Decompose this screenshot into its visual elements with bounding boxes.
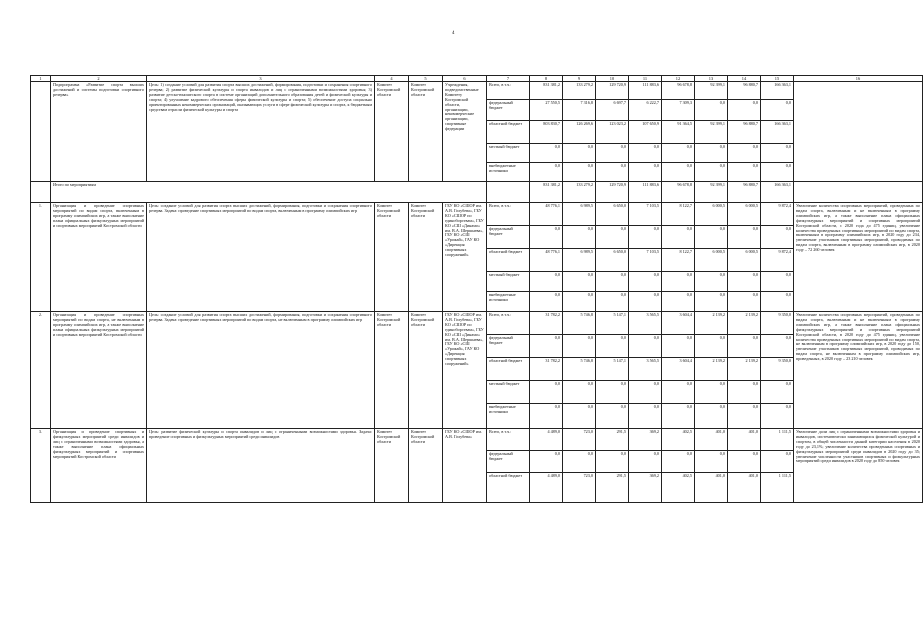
funding-value: 6 650,0 [596, 203, 629, 226]
funding-value: 2 139,2 [695, 312, 728, 335]
item-number: 2. [31, 312, 51, 429]
funding-source: федеральный бюджет [487, 335, 530, 358]
item-customer: Комитет Костромской области [375, 203, 409, 312]
item-executor: ГБУ КО «СШОР им. А.В. Голубева», ГБУ КО «СШОР по единоборствам», ГБУ КО «СШ «Динамо» им. В.А. Шершнева», ГБУ КО «СШ «Урожай», ГАУ КО «Дирекция спортивных сооружений» [443, 203, 487, 312]
funding-source: Всего, в т.ч.: [487, 312, 530, 335]
funding-value: 0,0 [530, 144, 563, 163]
funding-value: 123 023,2 [596, 121, 629, 144]
funding-value: 0,0 [761, 272, 794, 292]
item-executor: ГБУ КО «СШОР им. А.В. Голубева» [443, 429, 487, 503]
header-cell: 4 [375, 76, 409, 82]
funding-value: 48 776,1 [530, 203, 563, 226]
funding-value: 0,0 [530, 335, 563, 358]
funding-value: 0,0 [563, 335, 596, 358]
total-value: 96 880,7 [728, 182, 761, 203]
header-cell: 15 [761, 76, 794, 82]
funding-value: 111 883,6 [629, 82, 662, 100]
header-cell: 5 [409, 76, 443, 82]
funding-value: 0,0 [563, 451, 596, 473]
total-value: 111 883,6 [629, 182, 662, 203]
funding-value: 0,0 [596, 226, 629, 249]
funding-value: 0,0 [563, 144, 596, 163]
total-value: 129 720,9 [596, 182, 629, 203]
item-result: Увеличение количества спортивных мероприятий, проведенных по видам спорта, включенным и не включенным в программу олимпийских игр, а также выполнение плана официальных физкультурных мероприятий и спортивных мероприятий Костромской области, с 2020 года до 475 единиц, увеличение количества проведенных спортивных мероприятий по видам спорта, включенным в программу олимпийских игр, в 2020 году до 234, увеличение участников спортивных мероприятий, проводимых по видам спорта, включенным в программу олимпийских игр, в 2020 году – 72 260 человек [794, 203, 923, 312]
funding-value: 1 111,5 [761, 473, 794, 503]
funding-value: 1 111,5 [761, 429, 794, 451]
funding-value: 8 122,7 [662, 203, 695, 226]
funding-value: 0,0 [563, 226, 596, 249]
funding-value: 31 782,2 [530, 358, 563, 381]
funding-value: 166 363,1 [761, 121, 794, 144]
funding-value: 166 363,1 [761, 82, 794, 100]
funding-value: 0,0 [761, 381, 794, 404]
funding-row [31, 429, 923, 451]
funding-value: 0,0 [530, 451, 563, 473]
header-cell: 11 [629, 76, 662, 82]
funding-value: 0,0 [530, 226, 563, 249]
funding-value: 0,0 [629, 226, 662, 249]
item-goal: Цель: развитие физической культуры и спорта инвалидов и лиц с ограниченными возможностями здоровья. Задача: проведение спортивных и физкультурных мероприятий среди инвалидов [147, 429, 375, 503]
funding-value: 0,0 [695, 451, 728, 473]
funding-value: 3 604,4 [662, 358, 695, 381]
item-result: Увеличение доли лиц с ограниченными возможностями здоровья и инвалидов, систематически занимающихся физической культурой и спортом, в общей численности данной категории населения в 2020 году до 23,1%; увеличение количества проведенных спортивных и физкультурных мероприятий среди инвалидов в 2020 году до 35; увеличение численности участников спортивных и физкультурных мероприятий среди инвалидов в 2020 году до 850 человек [794, 429, 923, 503]
funding-value: 0,0 [596, 144, 629, 163]
program-table [30, 75, 923, 503]
funding-value: 96 880,7 [728, 82, 761, 100]
funding-value: 0,0 [695, 292, 728, 312]
funding-value: 0,0 [596, 163, 629, 182]
funding-value: 369,2 [629, 473, 662, 503]
funding-source: местный бюджет [487, 272, 530, 292]
funding-value: 0,0 [728, 335, 761, 358]
funding-value: 9 872,4 [761, 249, 794, 272]
funding-value: 0,0 [728, 163, 761, 182]
funding-value: 7 103,5 [629, 249, 662, 272]
funding-value: 723,0 [563, 429, 596, 451]
funding-value: 3 565,5 [629, 312, 662, 335]
funding-source: Всего, в т.ч.: [487, 82, 530, 100]
funding-value: 27 550,5 [530, 100, 563, 121]
funding-source: федеральный бюджет [487, 100, 530, 121]
funding-value: 0,0 [761, 226, 794, 249]
funding-value: 0,0 [629, 144, 662, 163]
item-customer: Комитет Костромской области [375, 429, 409, 503]
header-cell: 1 [31, 76, 51, 82]
total-value: 166 363,1 [761, 182, 794, 203]
funding-value: 0,0 [530, 381, 563, 404]
header-cell: 14 [728, 76, 761, 82]
funding-value: 0,0 [563, 292, 596, 312]
item-name: Подпрограмма «Развитие спорта высших достижений и системы подготовки спортивного резерва» [51, 82, 147, 182]
funding-value: 0,0 [728, 404, 761, 429]
funding-value: 723,0 [563, 473, 596, 503]
funding-value: 6 000,5 [728, 249, 761, 272]
header-cell: 8 [530, 76, 563, 82]
funding-value: 92 399,1 [695, 82, 728, 100]
item-number: 3. [31, 429, 51, 503]
funding-value: 0,0 [629, 335, 662, 358]
funding-value: 8 122,7 [662, 249, 695, 272]
funding-value: 0,0 [695, 100, 728, 121]
item-name: Организация и проведение спортивных и физкультурных мероприятий среди инвалидов и лиц с ограниченными возможностями здоровья, а также выполнение плана официальных физкультурных мероприятий и спортивных мероприятий Костромской области [51, 429, 147, 503]
funding-value: 129 720,9 [596, 82, 629, 100]
funding-value: 0,0 [761, 292, 794, 312]
funding-row [31, 312, 923, 335]
funding-value: 4 489,0 [530, 473, 563, 503]
funding-value: 0,0 [728, 292, 761, 312]
funding-value: 402,5 [662, 473, 695, 503]
page-number: 4 [452, 31, 455, 36]
funding-value: 126 269,6 [563, 121, 596, 144]
funding-source: местный бюджет [487, 144, 530, 163]
funding-value: 0,0 [563, 404, 596, 429]
funding-value: 0,0 [695, 335, 728, 358]
funding-value: 0,0 [629, 163, 662, 182]
funding-value: 133 279,2 [563, 82, 596, 100]
header-cell: 16 [794, 76, 923, 82]
funding-value: 0,0 [596, 404, 629, 429]
funding-value: 2 139,2 [695, 358, 728, 381]
funding-value: 0,0 [728, 226, 761, 249]
funding-value: 0,0 [563, 381, 596, 404]
funding-value: 0,0 [629, 404, 662, 429]
item-customer: Комитет Костромской области [375, 312, 409, 429]
funding-value: 0,0 [761, 100, 794, 121]
funding-value: 0,0 [596, 451, 629, 473]
total-label: Итого по мероприятиям [51, 182, 487, 203]
funding-value: 7 309,3 [662, 100, 695, 121]
funding-source: внебюджетные источники [487, 292, 530, 312]
funding-value: 0,0 [761, 163, 794, 182]
funding-value: 0,0 [629, 292, 662, 312]
item-coexecutor: Комитет Костромской области [409, 203, 443, 312]
funding-value: 3 565,5 [629, 358, 662, 381]
funding-value: 0,0 [563, 272, 596, 292]
funding-value: 7 316,8 [563, 100, 596, 121]
funding-value: 9 872,4 [761, 203, 794, 226]
funding-source: внебюджетные источники [487, 163, 530, 182]
item-goal: Цель: создание условий для развития спорта высших достижений, формирования, подготовки и сохранения спортивного резерва. Задача: проведение спортивных мероприятий по видам спорта, включенным в программу олимпийских игр [147, 203, 375, 312]
item-coexecutor: Комитет Костромской области [409, 429, 443, 503]
funding-source: областной бюджет [487, 121, 530, 144]
funding-value: 91 364,5 [662, 121, 695, 144]
funding-value: 48 776,1 [530, 249, 563, 272]
funding-value: 0,0 [662, 404, 695, 429]
funding-value: 2 139,2 [728, 312, 761, 335]
funding-value: 0,0 [761, 451, 794, 473]
funding-value: 6 989,5 [563, 203, 596, 226]
item-goal: Цель: создание условий для развития спорта высших достижений, формирования, подготовки и сохранения спортивного резерва. Задача: проведение спортивных мероприятий по видам спорта, не включенным в программу олимпийских игр [147, 312, 375, 429]
item-customer: Комитет Костромской области [375, 82, 409, 182]
funding-source: Всего, в т.ч.: [487, 429, 530, 451]
funding-value: 6 000,5 [695, 249, 728, 272]
funding-source: внебюджетные источники [487, 404, 530, 429]
header-cell: 9 [563, 76, 596, 82]
funding-value: 831 381,2 [530, 82, 563, 100]
funding-value: 3 604,4 [662, 312, 695, 335]
funding-value: 0,0 [761, 335, 794, 358]
funding-source: областной бюджет [487, 249, 530, 272]
funding-value: 0,0 [662, 451, 695, 473]
funding-value: 0,0 [662, 272, 695, 292]
item-result: Увеличение количества спортивных мероприятий, проведенных по видам спорта, включенным и не включенным в программу олимпийских игр, а также выполнение плана официальных физкультурных мероприятий и спортивных мероприятий Костромской области, в 2020 году до 475 единиц, увеличение количества проведенных спортивных мероприятий по видам спорта, не включенным в программу олимпийских игр, в 2020 году до 150, увеличение участников спортивных мероприятий, проводимых по видам спорта, не включенным в программу олимпийских игр, проведенных, в 2020 году – 23 210 человек [794, 312, 923, 429]
funding-value: 0,0 [695, 272, 728, 292]
funding-source: местный бюджет [487, 381, 530, 404]
funding-value: 0,0 [629, 272, 662, 292]
funding-value: 2 139,2 [728, 358, 761, 381]
funding-value: 0,0 [761, 404, 794, 429]
funding-value: 0,0 [596, 335, 629, 358]
header-cell: 10 [596, 76, 629, 82]
funding-value: 0,0 [563, 163, 596, 182]
funding-value: 6 000,5 [695, 203, 728, 226]
funding-value: 107 650,9 [629, 121, 662, 144]
funding-value: 0,0 [596, 272, 629, 292]
funding-value: 291,5 [596, 429, 629, 451]
funding-value: 6 222,7 [629, 100, 662, 121]
funding-value: 0,0 [728, 272, 761, 292]
item-coexecutor: Комитет Костромской области [409, 312, 443, 429]
item-number: 1. [31, 203, 51, 312]
funding-value: 9 350,0 [761, 312, 794, 335]
funding-value: 5 746,8 [563, 312, 596, 335]
header-cell: 2 [51, 76, 147, 82]
funding-value: 0,0 [662, 226, 695, 249]
header-cell: 3 [147, 76, 375, 82]
funding-value: 0,0 [530, 163, 563, 182]
funding-value: 401,0 [695, 429, 728, 451]
funding-value: 5 147,1 [596, 358, 629, 381]
item-name: Организация и проведение спортивных мероприятий по видам спорта, не включенным в программу олимпийских игр, а также выполнение плана официальных физкультурных мероприятий и спортивных мероприятий Костромской области [51, 312, 147, 429]
funding-row [31, 82, 923, 100]
funding-value: 6 697,7 [596, 100, 629, 121]
funding-value: 369,2 [629, 429, 662, 451]
funding-value: 0,0 [596, 381, 629, 404]
funding-source: федеральный бюджет [487, 226, 530, 249]
funding-value: 5 746,8 [563, 358, 596, 381]
funding-value: 7 103,5 [629, 203, 662, 226]
funding-value: 96 880,7 [728, 121, 761, 144]
item-result [794, 82, 923, 182]
funding-value: 401,0 [728, 473, 761, 503]
funding-value: 0,0 [728, 451, 761, 473]
funding-value: 9 350,0 [761, 358, 794, 381]
funding-value: 0,0 [728, 100, 761, 121]
funding-value: 0,0 [662, 335, 695, 358]
funding-value: 0,0 [662, 292, 695, 312]
funding-value: 96 678,8 [662, 82, 695, 100]
funding-value: 0,0 [662, 163, 695, 182]
funding-value: 0,0 [728, 144, 761, 163]
funding-value: 0,0 [662, 381, 695, 404]
funding-value: 0,0 [629, 451, 662, 473]
funding-value: 0,0 [596, 292, 629, 312]
header-cell: 13 [695, 76, 728, 82]
funding-value: 31 782,2 [530, 312, 563, 335]
item-goal: Цель: 1) создание условий для развития спорта высших достижений, формирования, подготовки и сохранения спортивного резерва; 2) развитие физической культуры и спорта инвалидов и лиц с ограниченными возможностями здоровья; 3) развитие детско-юношеского спорта в системе организаций дополнительного образования детей и физической культуры и спорта; 4) улучшение кадрового обеспечения сферы физической культуры и спорта; 5) обеспечение доступа социально ориентированных некоммерческих организаций, оказывающих услуги в сфере физической культуры и спорта, к бюджетным средствам отрасли физической культуры и спорта [147, 82, 375, 182]
funding-value: 0,0 [695, 404, 728, 429]
funding-source: федеральный бюджет [487, 451, 530, 473]
funding-value: 402,5 [662, 429, 695, 451]
funding-value: 0,0 [530, 292, 563, 312]
header-cell: 12 [662, 76, 695, 82]
funding-value: 401,0 [728, 429, 761, 451]
item-executor: Учреждения, подведомственные Комитету Костромской области, организации, некоммерческие организации, спортивные федерации [443, 82, 487, 182]
funding-value: 0,0 [695, 144, 728, 163]
header-cell: 6 [443, 76, 487, 82]
funding-value: 0,0 [530, 404, 563, 429]
item-coexecutor: Комитет Костромской области [409, 82, 443, 182]
funding-source: областной бюджет [487, 358, 530, 381]
funding-value: 0,0 [761, 144, 794, 163]
total-value: 96 678,8 [662, 182, 695, 203]
funding-source: областной бюджет [487, 473, 530, 503]
funding-value: 0,0 [695, 226, 728, 249]
funding-value: 0,0 [629, 381, 662, 404]
funding-row [31, 203, 923, 226]
item-number [31, 82, 51, 182]
item-executor: ГБУ КО «СШОР им. А.В. Голубева», ГБУ КО «СШОР по единоборствам», ГБУ КО «СШ «Динамо» им. В.А. Шершнева», ГБУ КО «СШ «Урожай», ГАУ КО «Дирекция спортивных сооружений» [443, 312, 487, 429]
funding-value: 6 989,5 [563, 249, 596, 272]
funding-value: 6 000,5 [728, 203, 761, 226]
total-row [31, 182, 923, 203]
funding-value: 0,0 [728, 381, 761, 404]
total-value: 831 381,2 [530, 182, 563, 203]
total-value: 133 279,2 [563, 182, 596, 203]
funding-value: 401,0 [695, 473, 728, 503]
funding-value: 0,0 [695, 163, 728, 182]
funding-value: 0,0 [530, 272, 563, 292]
funding-value: 0,0 [695, 381, 728, 404]
funding-value: 0,0 [662, 144, 695, 163]
funding-value: 803 830,7 [530, 121, 563, 144]
funding-value: 92 399,1 [695, 121, 728, 144]
total-value: 92 399,1 [695, 182, 728, 203]
item-name: Организация и проведение спортивных мероприятий по видам спорта, включенным в программу олимпийских игр, а также выполнение плана официальных физкультурных мероприятий и спортивных мероприятий Костромской области [51, 203, 147, 312]
funding-value: 291,5 [596, 473, 629, 503]
funding-value: 5 147,1 [596, 312, 629, 335]
funding-source: Всего, в т.ч.: [487, 203, 530, 226]
header-cell: 7 [487, 76, 530, 82]
funding-value: 4 489,0 [530, 429, 563, 451]
funding-value: 6 650,0 [596, 249, 629, 272]
